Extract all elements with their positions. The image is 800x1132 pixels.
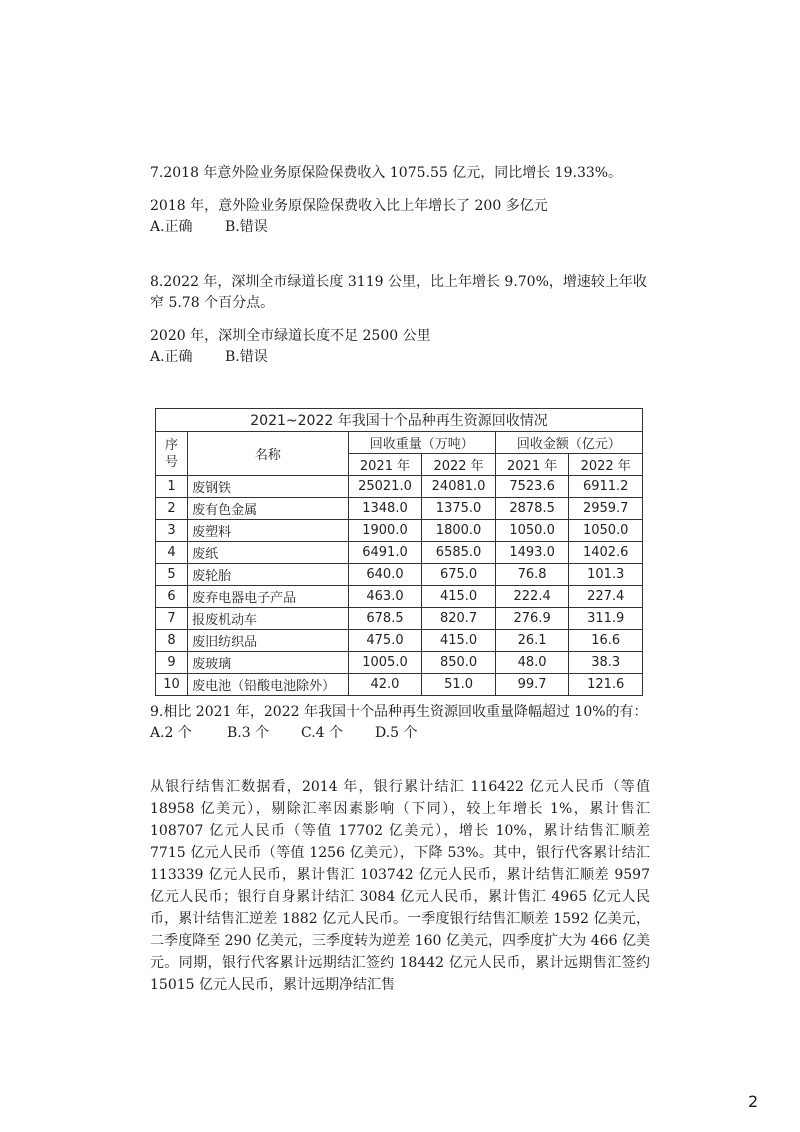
amount-2021: 1050.0 <box>495 520 569 542</box>
amount-2021: 26.1 <box>495 630 569 652</box>
weight-2021: 42.0 <box>348 674 422 696</box>
option-b[interactable]: B.3 个 <box>227 725 270 741</box>
option-b[interactable]: B.错误 <box>225 349 268 365</box>
weight-2022: 675.0 <box>422 564 496 586</box>
amount-2021: 276.9 <box>495 608 569 630</box>
header-index-bottom: 号 <box>165 454 179 470</box>
weight-2022: 415.0 <box>422 586 496 608</box>
question-8-statement: 2020 年，深圳全市绿道长度不足 2500 公里 <box>150 328 431 344</box>
row-name: 报废机动车 <box>188 608 349 630</box>
amount-2021: 99.7 <box>495 674 569 696</box>
option-d[interactable]: D.5 个 <box>375 725 418 741</box>
option-b[interactable]: B.错误 <box>225 219 268 235</box>
row-index: 2 <box>156 498 188 520</box>
table-row <box>156 476 643 498</box>
header-index <box>156 432 188 476</box>
table-row <box>156 630 643 652</box>
option-a[interactable]: A.2 个 <box>150 725 192 741</box>
row-index: 5 <box>156 564 188 586</box>
table-row <box>156 586 643 608</box>
amount-2022: 6911.2 <box>569 476 643 498</box>
amount-2022: 121.6 <box>569 674 643 696</box>
table-row <box>156 520 643 542</box>
weight-2022: 6585.0 <box>422 542 496 564</box>
amount-2021: 48.0 <box>495 652 569 674</box>
header-name: 名称 <box>188 432 349 476</box>
weight-2021: 25021.0 <box>348 476 422 498</box>
weight-2022: 51.0 <box>422 674 496 696</box>
weight-2022: 1800.0 <box>422 520 496 542</box>
weight-2021: 1005.0 <box>348 652 422 674</box>
table-row <box>156 564 643 586</box>
row-name: 废塑料 <box>188 520 349 542</box>
amount-2022: 101.3 <box>569 564 643 586</box>
weight-2021: 475.0 <box>348 630 422 652</box>
amount-2022: 311.9 <box>569 608 643 630</box>
table-title: 2021~2022 年我国十个品种再生资源回收情况 <box>156 409 643 432</box>
weight-2021: 678.5 <box>348 608 422 630</box>
row-index: 6 <box>156 586 188 608</box>
table-row <box>156 652 643 674</box>
table-row <box>156 674 643 696</box>
row-name: 废玻璃 <box>188 652 349 674</box>
question-8-stem: 8.2022 年，深圳全市绿道长度 3119 公里，比上年增长 9.70%，增速较上年收窄 5.78 个百分点。 <box>150 274 647 311</box>
weight-2021: 463.0 <box>348 586 422 608</box>
amount-2021: 222.4 <box>495 586 569 608</box>
row-name: 废纸 <box>188 542 349 564</box>
row-name: 废有色金属 <box>188 498 349 520</box>
amount-2022: 16.6 <box>569 630 643 652</box>
amount-2022: 227.4 <box>569 586 643 608</box>
question-7 <box>150 163 630 238</box>
amount-2022: 2959.7 <box>569 498 643 520</box>
amount-2022: 1402.6 <box>569 542 643 564</box>
page-number: 2 <box>748 1092 759 1111</box>
amount-2022: 38.3 <box>569 652 643 674</box>
question-8 <box>150 272 650 368</box>
option-c[interactable]: C.4 个 <box>301 725 344 741</box>
header-amount-2021: 2021 年 <box>495 454 569 476</box>
row-index: 7 <box>156 608 188 630</box>
weight-2022: 850.0 <box>422 652 496 674</box>
row-name: 废轮胎 <box>188 564 349 586</box>
row-name: 废电池（铅酸电池除外） <box>188 674 349 696</box>
row-index: 10 <box>156 674 188 696</box>
table-row <box>156 608 643 630</box>
question-7-statement: 2018 年，意外险业务原保险保费收入比上年增长了 200 多亿元 <box>150 198 548 214</box>
question-8-options <box>150 347 650 368</box>
weight-2021: 1348.0 <box>348 498 422 520</box>
header-weight-2021: 2021 年 <box>348 454 422 476</box>
question-9-options <box>150 723 670 744</box>
table-row <box>156 498 643 520</box>
header-amount-2022: 2022 年 <box>569 454 643 476</box>
weight-2022: 820.7 <box>422 608 496 630</box>
row-name: 废钢铁 <box>188 476 349 498</box>
question-7-options <box>150 217 630 238</box>
amount-2021: 2878.5 <box>495 498 569 520</box>
passage-text: 从银行结售汇数据看，2014 年，银行累计结汇 116422 亿元人民币（等值 18958 亿美元），剔除汇率因素影响（下同），较上年增长 1%，累计售汇 108707 亿元人民币（等值 17702 亿美元），增长 10%，累计结售汇顺差 7715 亿元人民币（等值 1256 亿美元），下降 53%。其中，银行代客累计结汇 113339 亿元人民币，累计售汇 103742 亿元人民币，累计结售汇顺差 9597 亿元人民币；银行自身累计结汇 3084 亿元人民币，累计售汇 4965 亿元人民币，累计结售汇逆差 1882 亿元人民币。一季度银行结售汇顺差 1592 亿美元，二季度降至 290 亿美元，三季度转为逆差 160 亿美元，四季度扩大为 466 亿美元。同期，银行代客累计远期结汇签约 18442 亿元人民币，累计远期售汇签约 15015 亿元人民币，累计远期净结汇售 <box>150 779 650 993</box>
amount-2021: 7523.6 <box>495 476 569 498</box>
amount-2021: 1493.0 <box>495 542 569 564</box>
weight-2022: 24081.0 <box>422 476 496 498</box>
row-index: 1 <box>156 476 188 498</box>
option-a[interactable]: A.正确 <box>150 219 193 235</box>
question-9 <box>150 702 670 744</box>
option-a[interactable]: A.正确 <box>150 349 193 365</box>
row-index: 9 <box>156 652 188 674</box>
weight-2022: 1375.0 <box>422 498 496 520</box>
table-row <box>156 542 643 564</box>
weight-2021: 640.0 <box>348 564 422 586</box>
header-amount: 回收金额（亿元） <box>495 432 642 454</box>
amount-2021: 76.8 <box>495 564 569 586</box>
row-index: 3 <box>156 520 188 542</box>
header-index-top: 序 <box>165 437 179 453</box>
row-name: 废弃电器电子产品 <box>188 586 349 608</box>
weight-2021: 6491.0 <box>348 542 422 564</box>
question-7-stem: 7.2018 年意外险业务原保险保费收入 1075.55 亿元，同比增长 19.33%。 <box>150 165 623 181</box>
question-9-stem: 9.相比 2021 年，2022 年我国十个品种再生资源回收重量降幅超过 10%的有： <box>150 704 648 720</box>
header-weight-2022: 2022 年 <box>422 454 496 476</box>
amount-2022: 1050.0 <box>569 520 643 542</box>
row-index: 8 <box>156 630 188 652</box>
row-index: 4 <box>156 542 188 564</box>
weight-2021: 1900.0 <box>348 520 422 542</box>
row-name: 废旧纺织品 <box>188 630 349 652</box>
header-weight: 回收重量（万吨） <box>348 432 495 454</box>
weight-2022: 415.0 <box>422 630 496 652</box>
recycling-table <box>155 408 643 696</box>
recycling-table-wrapper <box>155 408 645 696</box>
